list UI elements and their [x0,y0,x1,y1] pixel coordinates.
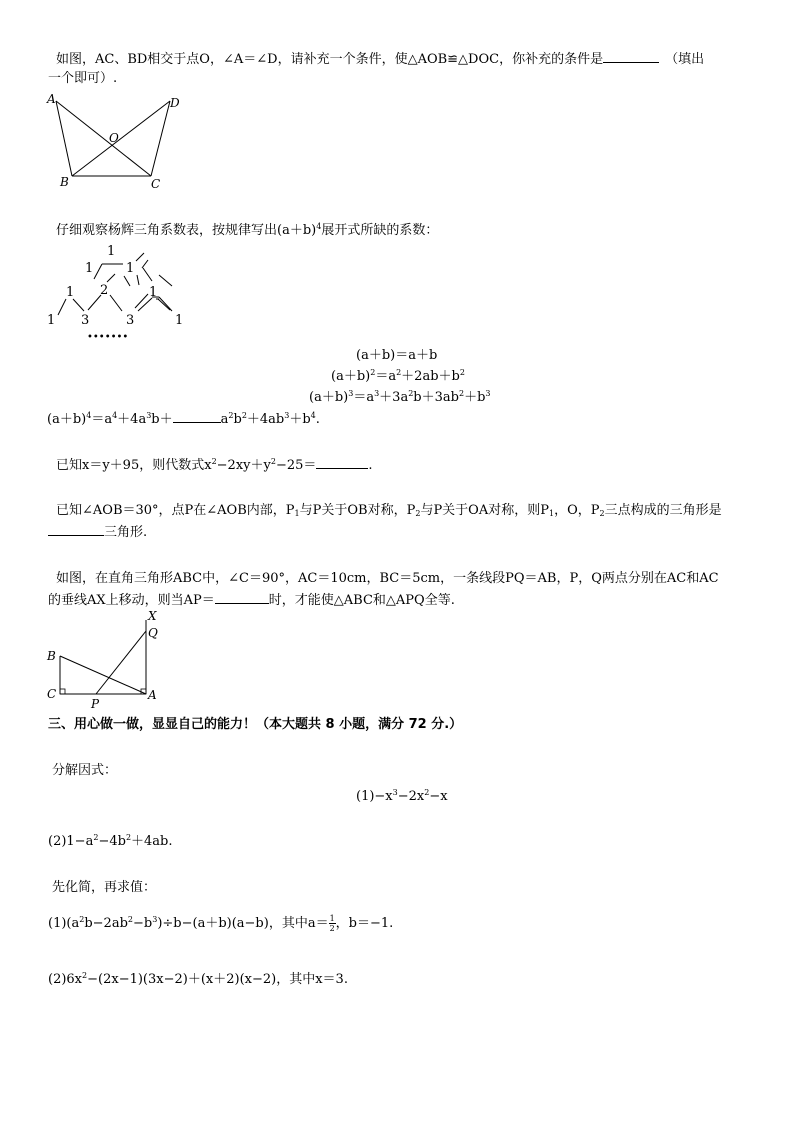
q5-label-p: P [91,697,100,710]
pascal-r1-c1: 1 [107,244,116,259]
q4-answer-blank[interactable] [48,523,104,536]
pascal-r2-c1: 1 [85,261,94,276]
pascal-r2-c2: 1 [126,261,135,276]
q6-part2: $(2)1-a^2-4b^2+4ab$. [48,833,173,849]
q2-answer-blank[interactable] [173,410,221,423]
q1-text-line1: 如图，AC、BD相交于点O，∠A＝∠D，请补充一个条件，使△AOB≌△DOC，你补充的条件是 （填出 [56,52,705,67]
q5-text-line1: 如图，在直角三角形ABC中，∠C＝90°，AC＝10cm，BC＝5cm，一条线段PQ＝AB，P，Q两点分别在AC和AC [56,571,719,586]
q2-eq1: (a＋b)＝a＋b [356,348,438,363]
q1-line-ac [56,101,151,176]
q2-eq4: $(a+b)^4=a^4+4a^3b+ a^2b^2+4ab^3+b^4$. [47,411,320,427]
pascal-r4-c2: 3 [81,313,90,328]
q1-label-c: C [151,177,161,191]
q5-label-b: B [47,649,56,663]
pascal-r3-c1: 1 [66,285,75,300]
q5-answer-blank[interactable] [215,591,269,604]
q7-part2: $(2)6x^2-(2x-1)(3x-2)+(x+2)(x-2)$，其中x＝3. [48,971,348,987]
q2-eq3: $(a+b)^3=a^3+3a^2b+3ab^2+b^3$ [309,389,491,405]
q7-fraction-half: $\frac{1}{2}$ [329,914,335,933]
q1-answer-blank[interactable] [603,50,659,63]
pascal-r4-c1: 1 [47,313,56,328]
q1-text-line2: 一个即可）. [48,71,118,86]
q5-text-line2: 的垂线AX上移动，则当AP＝ 时，才能使△ABC和△APQ全等. [48,593,455,608]
pascal-r4-c4: 1 [175,313,184,328]
q1-label-o: O [109,131,119,145]
q1-label-a: A [47,92,56,106]
pascal-r3-c2: 2 [100,283,109,298]
q2-eq2: $(a+b)^2=a^2+2ab+b^2$ [331,368,465,384]
pascal-r3-c3: 1 [149,285,158,300]
q3-answer-blank[interactable] [316,456,368,469]
q1-figure [42,90,192,195]
q4-text-line1: 已知∠AOB＝30°，点P在∠AOB内部，$P_1$与P关于OB对称，$P_2$与P关于OA对称，则$P_1$，O，$P_2$三点构成的三角形是 [56,503,722,518]
q1-label-d: D [170,96,180,110]
q2-intro: 仔细观察杨辉三角系数表，按规律写出$(a+b)^4$展开式所缺的系数： [56,222,439,238]
q1-line-cd [151,101,170,176]
q5-label-q: Q [148,626,158,640]
pascal-r4-c3: 3 [126,313,135,328]
q1-label-b: B [60,175,69,189]
q5-label-x: X [148,609,157,623]
section3-heading: 三、用心做一做，显显自己的能力！（本大题共 8 小题，满分 72 分.） [48,717,463,732]
q5-label-a: A [148,688,157,702]
q7-part1: $(1)(a^2b-2ab^2-b^3)\div b-(a+b)(a-b)$，其中a＝ $\frac{1}{2}$ ，b＝−1. [48,914,394,933]
q3-text: 已知x＝y＋95，则代数式$x^2-2xy+y^2-25=$ . [56,457,373,473]
q5-label-c: C [47,687,57,701]
pascal-dots: ••••••• [87,332,129,342]
pascal-triangle [40,238,200,342]
q5-figure [42,606,172,710]
q4-text-line2: 三角形. [48,523,147,542]
q6-title: 分解因式： [52,763,118,778]
q6-part1: $(1)-x^3-2x^2-x$ [356,788,448,804]
q1-line-bd [72,101,170,176]
q7-title: 先化简，再求值： [52,880,157,895]
